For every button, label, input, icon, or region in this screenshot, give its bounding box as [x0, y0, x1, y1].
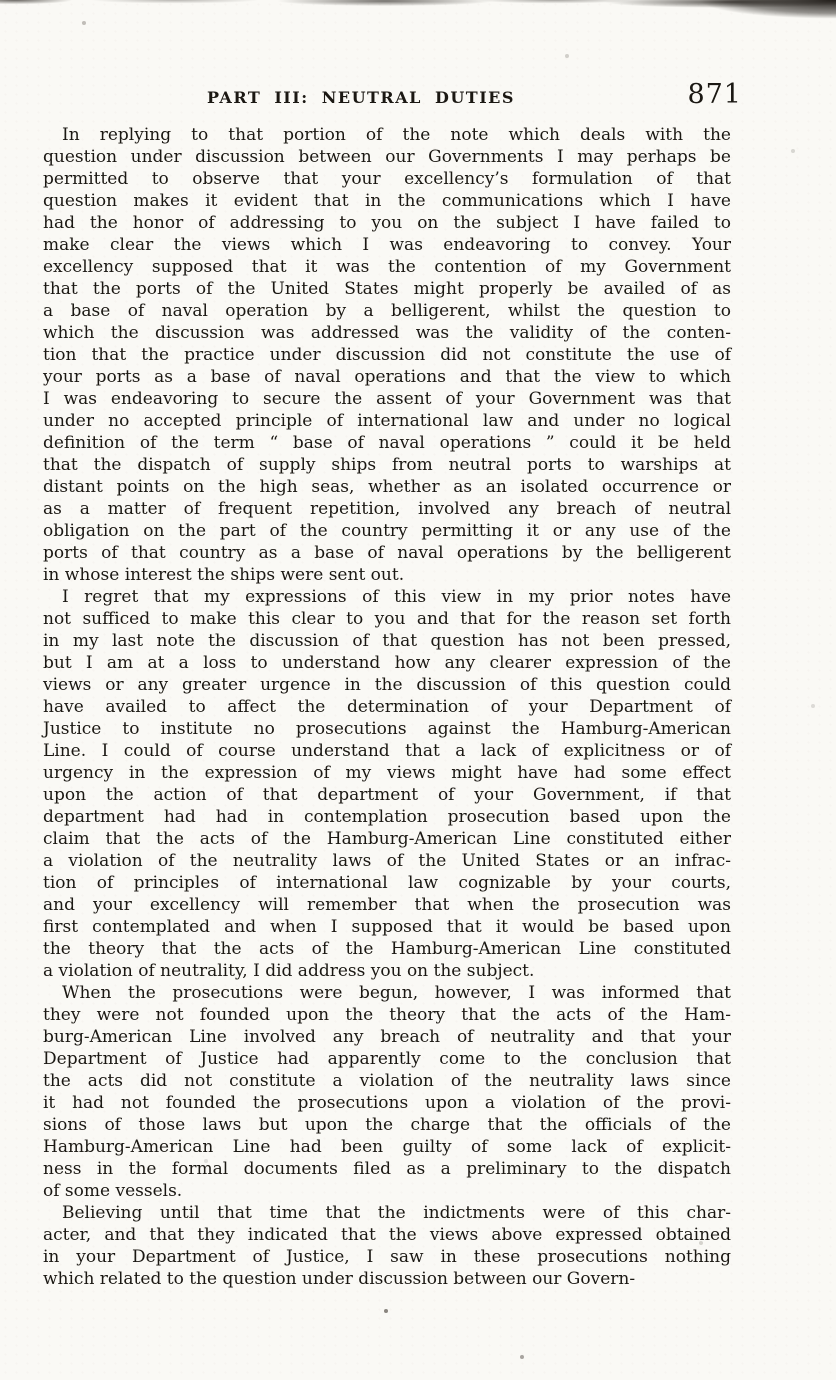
scan-artifact-top-right-corner: [651, 0, 836, 28]
text-line: a violation of the neutrality laws of the United States or an infrac-: [43, 851, 731, 871]
text-line: that the dispatch of supply ships from neutral ports to warships at: [43, 455, 731, 475]
text-line: claim that the acts of the Hamburg-American Line constituted either: [43, 829, 731, 849]
scan-specks: [0, 0, 2, 2]
text-line: a base of naval operation by a belligerent, whilst the question to: [43, 301, 731, 321]
running-head-title: PART III: NEUTRAL DUTIES: [207, 88, 515, 107]
text-line: of some vessels.: [43, 1181, 183, 1201]
text-line: that the ports of the United States might properly be availed of as: [43, 279, 731, 299]
text-line: I was endeavoring to secure the assent of your Government was that: [43, 389, 731, 409]
text-line: views or any greater urgence in the discussion of this question could: [43, 675, 731, 695]
page-number: 871: [687, 79, 742, 110]
text-line: the acts did not constitute a violation of the neutrality laws since: [43, 1071, 731, 1091]
text-line: Justice to institute no prosecutions against the Hamburg-American: [43, 719, 731, 739]
text-line: in my last note the discussion of that question has not been pressed,: [43, 631, 731, 651]
text-line: question makes it evident that in the communications which I have: [43, 191, 731, 211]
text-line: ness in the formal documents filed as a preliminary to the dispatch: [43, 1159, 731, 1179]
text-line: as a matter of frequent repetition, involved any breach of neutral: [43, 499, 731, 519]
paragraph: [43, 124, 731, 586]
paragraph: [43, 586, 731, 982]
text-line: tion of principles of international law cognizable by your courts,: [43, 873, 731, 893]
text-line: which related to the question under discussion between our Govern-: [43, 1269, 636, 1289]
text-line: excellency supposed that it was the contention of my Government: [43, 257, 731, 277]
text-line: your ports as a base of naval operations and that the view to which: [43, 367, 731, 387]
text-line: but I am at a loss to understand how any clearer expression of the: [43, 653, 731, 673]
text-line: make clear the views which I was endeavoring to convey. Your: [43, 235, 731, 255]
text-line: a violation of neutrality, I did address you on the subject.: [43, 961, 535, 981]
text-line: When the prosecutions were begun, however, I was informed that: [62, 983, 731, 1003]
text-line: had the honor of addressing to you on the subject I have failed to: [43, 213, 731, 233]
text-line: distant points on the high seas, whether as an isolated occurrence or: [43, 477, 731, 497]
text-line: burg-American Line involved any breach of neutrality and that your: [43, 1027, 731, 1047]
text-line: question under discussion between our Governments I may perhaps be: [43, 147, 731, 167]
text-line: upon the action of that department of your Government, if that: [43, 785, 731, 805]
text-line: in your Department of Justice, I saw in these prosecutions nothing: [43, 1247, 731, 1267]
text-line: urgency in the expression of my views might have had some effect: [43, 763, 731, 783]
running-head: [43, 79, 742, 112]
text-line: under no accepted principle of international law and under no logical: [43, 411, 731, 431]
text-line: the theory that the acts of the Hamburg-American Line constituted: [43, 939, 731, 959]
text-line: Department of Justice had apparently come to the conclusion that: [43, 1049, 731, 1069]
text-line: I regret that my expressions of this view in my prior notes have: [62, 587, 731, 607]
text-line: ports of that country as a base of naval operations by the belligerent: [43, 543, 731, 563]
text-line: in whose interest the ships were sent out.: [43, 565, 405, 585]
text-line: not sufficed to make this clear to you and that for the reason set forth: [43, 609, 731, 629]
text-line: permitted to observe that your excellency’s formulation of that: [43, 169, 731, 189]
text-line: definition of the term “ base of naval operations ” could it be held: [43, 433, 731, 453]
text-line: Line. I could of course understand that a lack of explicitness or of: [43, 741, 731, 761]
text-line: Hamburg-American Line had been guilty of some lack of explicit-: [43, 1137, 731, 1157]
text-line: tion that the practice under discussion did not constitute the use of: [43, 345, 731, 365]
text-line: acter, and that they indicated that the views above expressed obtained: [43, 1225, 731, 1245]
text-line: have availed to affect the determination of your Department of: [43, 697, 731, 717]
paragraph: [43, 982, 731, 1202]
text-line: sions of those laws but upon the charge that the officials of the: [43, 1115, 731, 1135]
text-line: obligation on the part of the country permitting it or any use of the: [43, 521, 731, 541]
paragraph: [43, 1202, 731, 1290]
text-line: Believing until that time that the indictments were of this char-: [62, 1203, 731, 1223]
text-line: they were not founded upon the theory that the acts of the Ham-: [43, 1005, 731, 1025]
text-line: In replying to that portion of the note which deals with the: [62, 125, 731, 145]
text-line: first contemplated and when I supposed that it would be based upon: [43, 917, 731, 937]
text-line: department had had in contemplation prosecution based upon the: [43, 807, 731, 827]
text-line: which the discussion was addressed was the validity of the conten-: [43, 323, 731, 343]
text-line: it had not founded the prosecutions upon a violation of the provi-: [43, 1093, 731, 1113]
text-line: and your excellency will remember that when the prosecution was: [43, 895, 731, 915]
page-body: [43, 124, 731, 1290]
